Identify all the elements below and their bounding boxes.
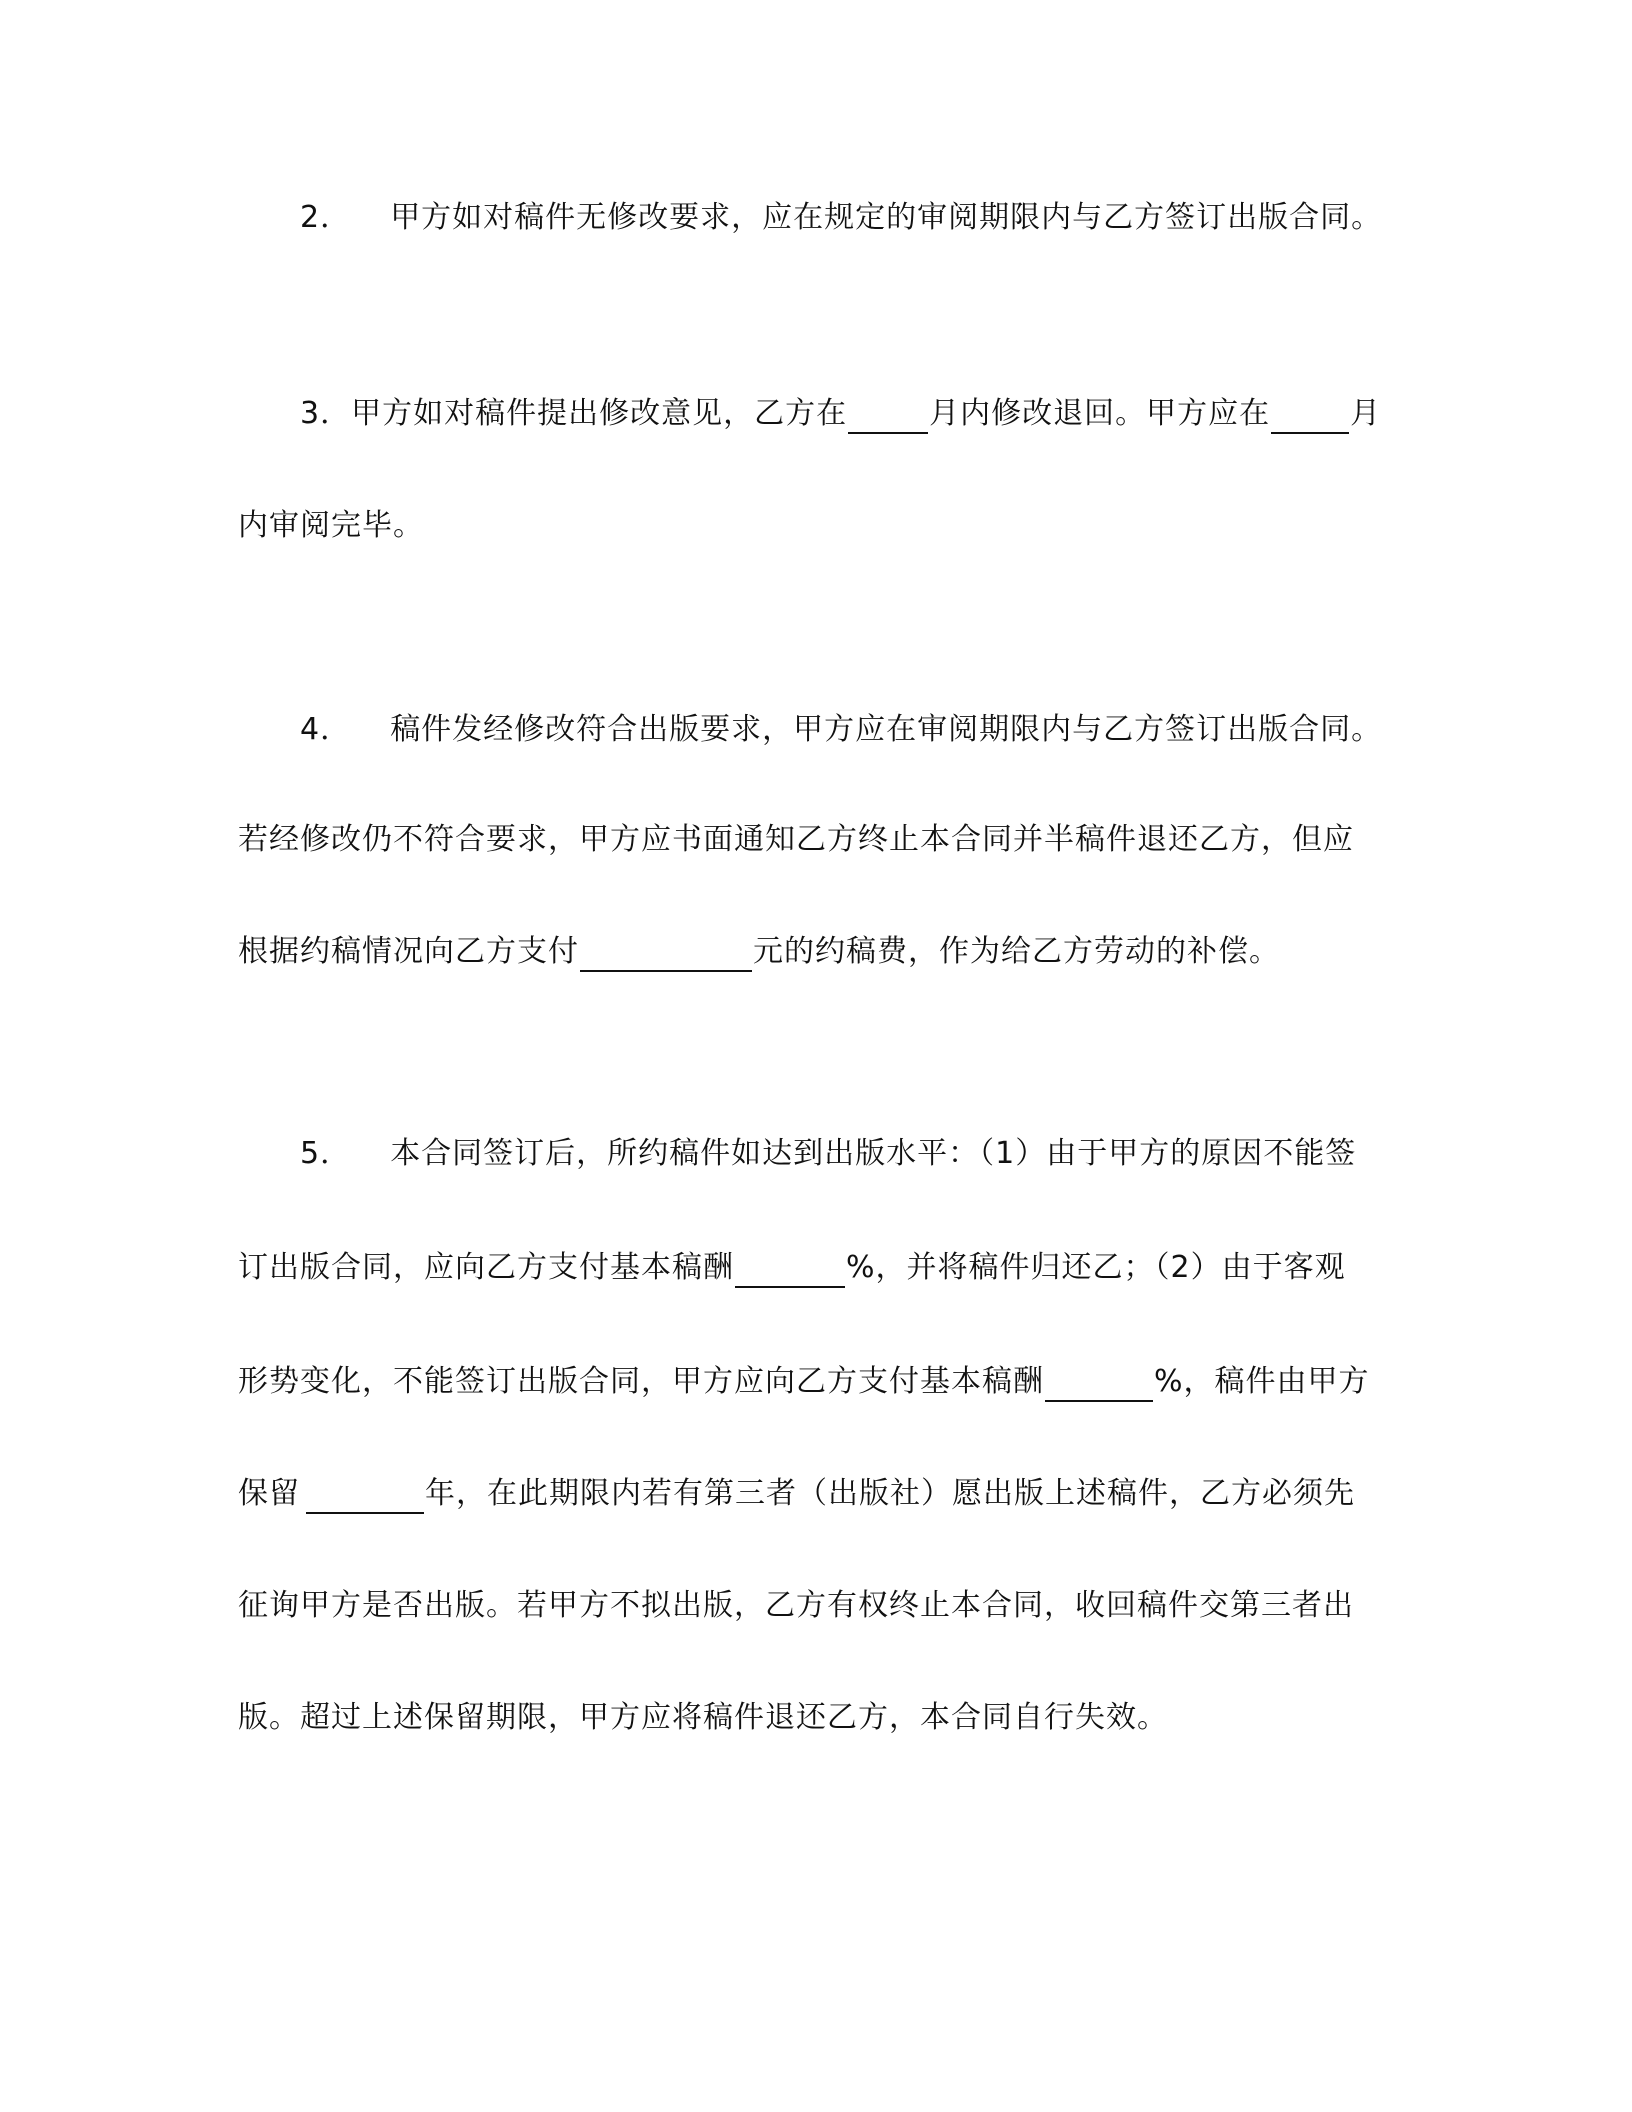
clause-5-line-5	[238, 1586, 1354, 1626]
clause-3-line-1	[300, 394, 1381, 434]
clause-5-number: 5．	[300, 1136, 352, 1171]
clause-4-text-line-1: 稿件发经修改符合出版要求，甲方应在审阅期限内与乙方签订出版合同。	[390, 712, 1383, 747]
clause-5-text-line-6: 版。超过上述保留期限，甲方应将稿件退还乙方，本合同自行失效。	[238, 1700, 1168, 1735]
clause-5-text-line-3b: %，稿件由甲方	[1154, 1364, 1370, 1399]
clause-4-number: 4．	[300, 712, 352, 747]
clause-5-blank-percent-2[interactable]	[1045, 1368, 1153, 1402]
clause-3-blank-months-review[interactable]	[1271, 400, 1349, 434]
clause-3-text-line-2: 内审阅完毕。	[238, 508, 424, 543]
clause-3-text-c: 月	[1350, 396, 1382, 431]
clause-3-blank-months-revise[interactable]	[848, 400, 928, 434]
clause-4-line-2	[238, 820, 1354, 860]
clause-3-text-b: 月内修改退回。甲方应在	[929, 396, 1271, 431]
clause-4-line-1	[300, 710, 1382, 750]
clause-5-text-line-1: 本合同签订后，所约稿件如达到出版水平：（1）由于甲方的原因不能签	[390, 1136, 1357, 1171]
clause-4-text-line-3a: 根据约稿情况向乙方支付	[238, 934, 579, 969]
clause-3-line-2	[238, 506, 424, 546]
clause-5-blank-percent-1[interactable]	[735, 1254, 845, 1288]
clause-5-blank-years[interactable]	[306, 1480, 424, 1514]
clause-4-line-3	[238, 932, 1280, 972]
clause-5-text-line-2b: %，并将稿件归还乙；（2）由于客观	[846, 1250, 1346, 1285]
clause-4-text-line-3b: 元的约稿费，作为给乙方劳动的补偿。	[753, 934, 1280, 969]
clause-5-line-4	[238, 1474, 1355, 1514]
clause-5-text-line-2a: 订出版合同，应向乙方支付基本稿酬	[238, 1250, 734, 1285]
clause-5-line-6	[238, 1698, 1168, 1738]
clause-3-number: 3．	[300, 396, 352, 431]
clause-5-text-line-4b: 年，在此期限内若有第三者（出版社）愿出版上述稿件，乙方必须先	[425, 1476, 1355, 1511]
clause-5-line-1	[300, 1134, 1356, 1174]
clause-5-line-3	[238, 1362, 1370, 1402]
clause-5-text-line-5: 征询甲方是否出版。若甲方不拟出版，乙方有权终止本合同，收回稿件交第三者出	[238, 1588, 1354, 1623]
clause-5-text-line-4a: 保留	[238, 1476, 300, 1511]
clause-2-text: 甲方如对稿件无修改要求，应在规定的审阅期限内与乙方签订出版合同。	[390, 200, 1383, 235]
clause-4-blank-fee-amount[interactable]	[580, 938, 752, 972]
clause-5-text-line-3a: 形势变化，不能签订出版合同，甲方应向乙方支付基本稿酬	[238, 1364, 1044, 1399]
clause-5-line-2	[238, 1248, 1346, 1288]
clause-4-text-line-2: 若经修改仍不符合要求，甲方应书面通知乙方终止本合同并半稿件退还乙方，但应	[238, 822, 1354, 857]
clause-2-number: 2．	[300, 200, 352, 235]
clause-3-text-a: 甲方如对稿件提出修改意见，乙方在	[351, 396, 848, 431]
clause-2-line-1	[300, 198, 1382, 238]
